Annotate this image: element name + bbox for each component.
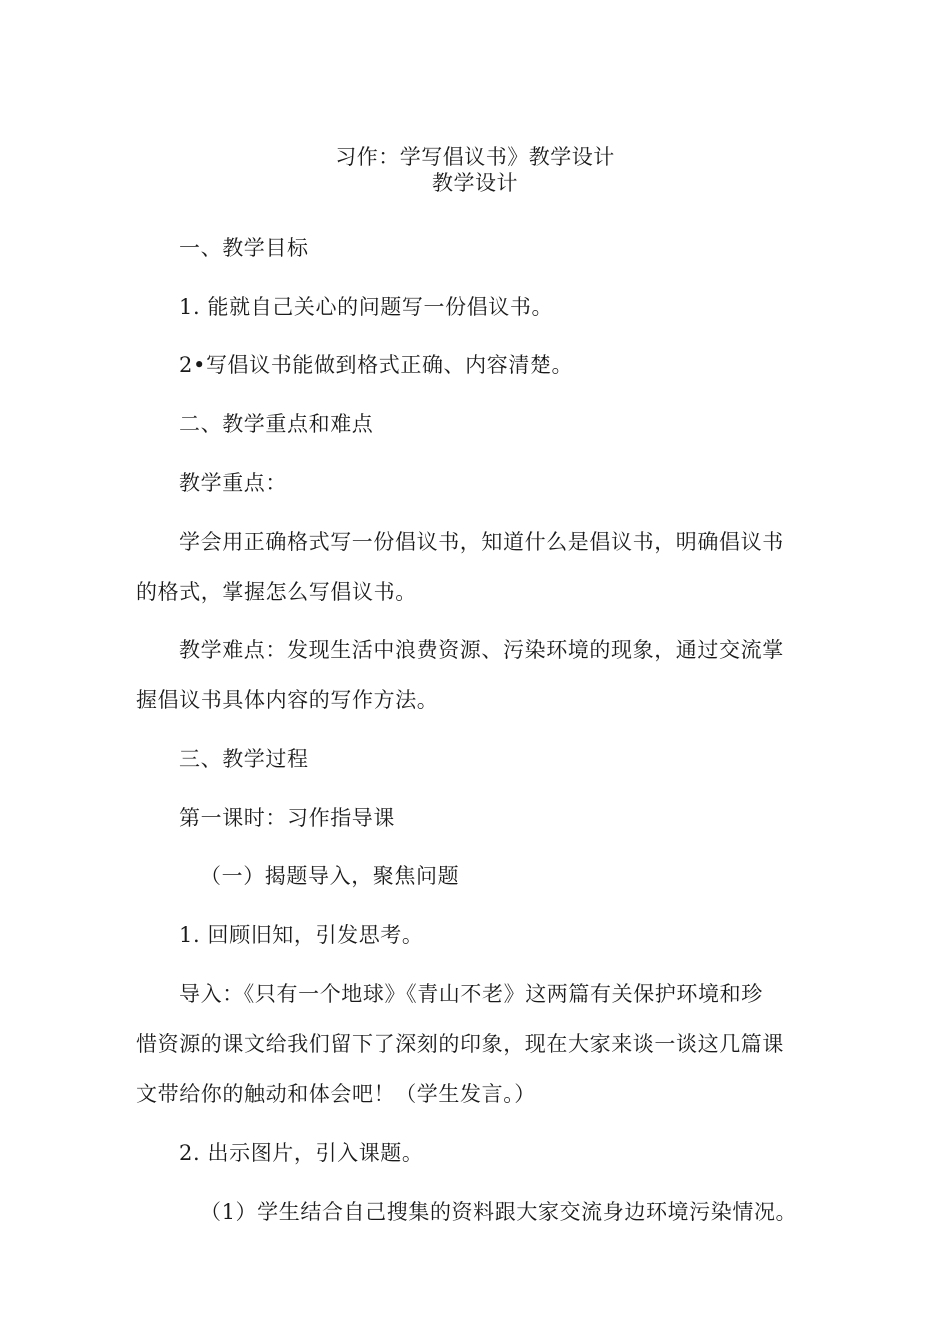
objective-item-1: 1. 能就自己关心的问题写一份倡议书。	[179, 295, 554, 319]
paragraph-line: 握倡议书具体内容的写作方法。	[136, 688, 439, 712]
sub-step-item: （1）学生结合自己搜集的资料跟大家交流身边环境污染情况。	[200, 1200, 798, 1224]
section-heading-process: 三、教学过程	[179, 747, 309, 771]
paragraph-line: 惜资源的课文给我们留下了深刻的印象，现在大家来谈一谈这几篇课	[136, 1032, 784, 1056]
subsection-heading: （一）揭题导入，聚焦问题	[200, 864, 460, 888]
step-item-1: 1. 回顾旧知，引发思考。	[179, 923, 424, 947]
document-title: 习作：学写倡议书》教学设计	[335, 145, 615, 169]
document-subtitle: 教学设计	[432, 171, 518, 195]
section-heading-key-points: 二、教学重点和难点	[179, 412, 374, 436]
paragraph-line: 学会用正确格式写一份倡议书，知道什么是倡议书，明确倡议书	[179, 530, 784, 554]
paragraph-line: 导入：《只有一个地球》《青山不老》这两篇有关保护环境和珍	[179, 982, 763, 1006]
lesson-heading: 第一课时：习作指导课	[179, 806, 395, 830]
step-item-2: 2. 出示图片，引入课题。	[179, 1141, 424, 1165]
paragraph-line: 教学难点：发现生活中浪费资源、污染环境的现象，通过交流掌	[179, 638, 784, 662]
paragraph-line: 文带给你的触动和体会吧！（学生发言。）	[136, 1082, 536, 1106]
objective-item-2: 2•写倡议书能做到格式正确、内容清楚。	[179, 353, 574, 377]
section-heading-objectives: 一、教学目标	[179, 236, 309, 260]
key-point-label: 教学重点：	[179, 471, 287, 495]
paragraph-line: 的格式，掌握怎么写倡议书。	[136, 580, 417, 604]
